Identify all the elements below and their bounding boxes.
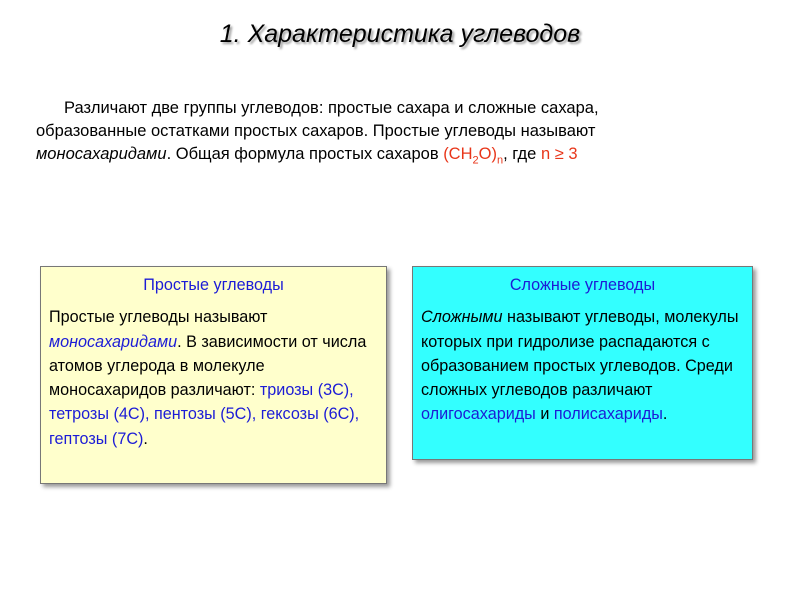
simple-carbs-heading: Простые углеводы [143, 276, 284, 294]
simple-carbs-text: Простые углеводы называют моносахаридами. В зависимости от числа атомов углерода в молекуле моносахаридов различают: триозы (3С), тетрозы (4С), пентозы (5С), гексозы (6С), гептозы (7С). [49, 308, 367, 448]
general-formula: $(CH_2O)_n$ [443, 145, 504, 167]
page-title: 1. Характеристика углеводов [219, 20, 581, 48]
intro-formula-lead: . Общая формула простых сахаров [166, 145, 444, 163]
monosaccharide-types: триозы (3С), тетрозы (4С), пентозы (5С), гексозы (6С), гептозы (7С) [49, 381, 360, 448]
polysaccharides-term: полисахариды [553, 405, 663, 424]
simple-carbs-box [40, 266, 387, 484]
complex-carbs-heading: Сложные углеводы [509, 276, 656, 294]
oligosaccharides-term: олигосахариды [421, 405, 536, 424]
complex-carbs-text: Сложными называют углеводы, молекулы которых при гидролизе распадаются с образованием простых углеводов. Среди сложных углеводов различают олигосахариды и полисахариды. [421, 308, 739, 424]
intro-paragraph [36, 97, 756, 166]
intro-line-1: Различают две группы углеводов: простые сахара и сложные сахара, [64, 99, 599, 117]
complex-carbs-box [412, 266, 753, 460]
intro-where: , где [503, 145, 541, 163]
monosaccharides-term: моносахаридами [49, 332, 178, 351]
intro-line-2: образованные остатками простых сахаров. Простые углеводы называют [36, 122, 596, 140]
complex-term: Сложными [421, 308, 503, 327]
intro-term: моносахаридами [36, 145, 167, 163]
formula-condition: n ≥ 3 [540, 145, 578, 163]
